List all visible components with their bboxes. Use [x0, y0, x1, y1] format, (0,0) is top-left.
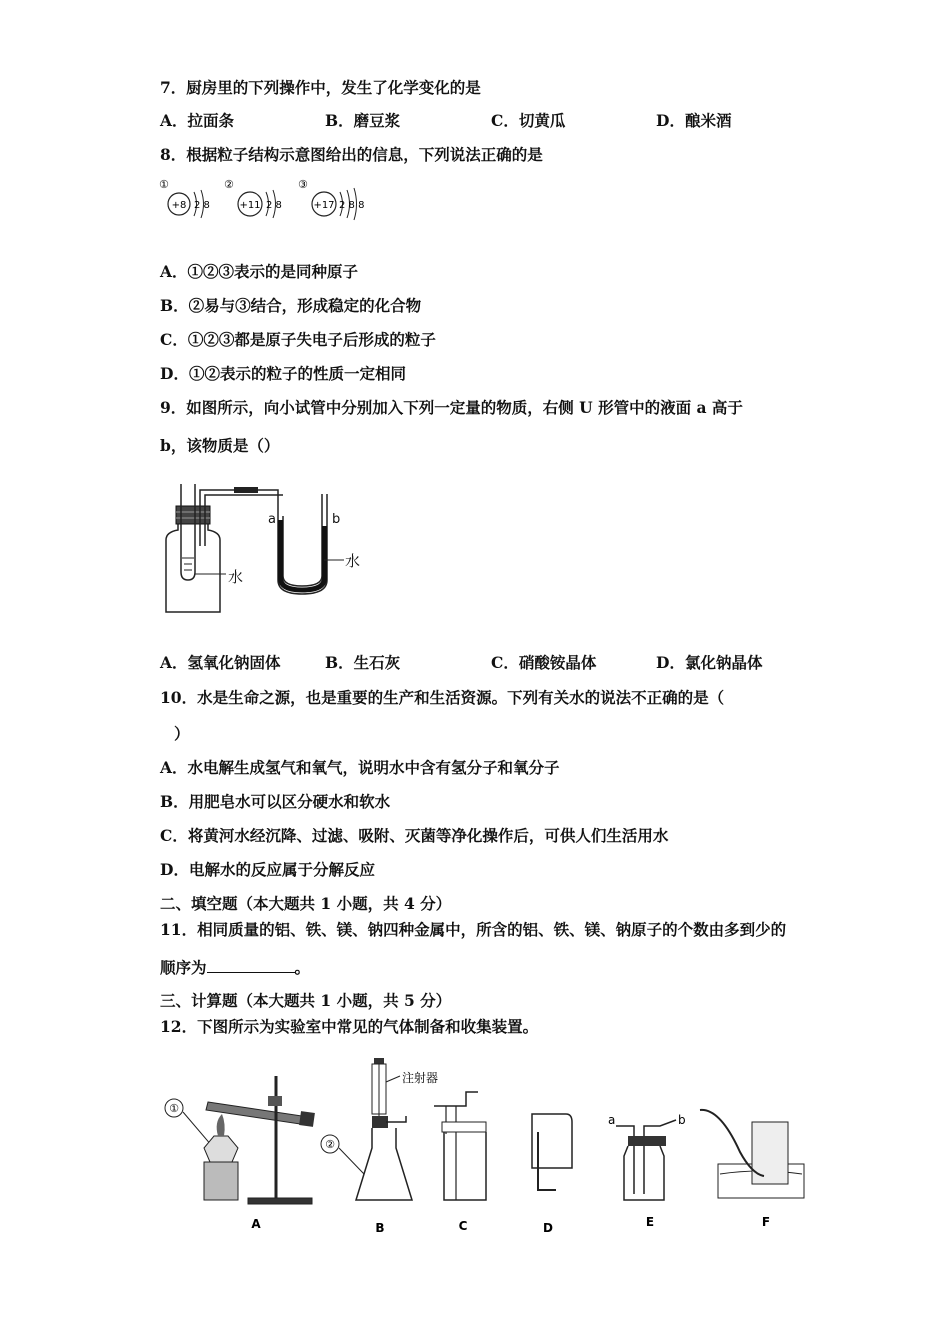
q9-stem-line1: 9．如图所示，向小试管中分别加入下列一定量的物质，右侧 U 形管中的液面 a 高于 [160, 398, 743, 417]
particle-3 [298, 178, 364, 220]
q9-option-c: C．硝酸铵晶体 [491, 653, 597, 672]
u-tube-label-b: b [332, 512, 341, 527]
q8-option-d: D．①②表示的粒子的性质一定相同 [160, 364, 406, 383]
q11-answer-blank[interactable] [207, 958, 295, 973]
apparatus-label-d: D [543, 1221, 553, 1235]
particle-3-index: ③ [298, 178, 308, 191]
particle-structure-diagram [158, 176, 378, 226]
wooden-block [204, 1162, 238, 1200]
section-3-heading: 三、计算题（本大题共 1 小题，共 5 分） [160, 991, 452, 1010]
apparatus-d [532, 1114, 572, 1190]
apparatus-b [321, 1058, 438, 1200]
q8-option-c: C．①②③都是原子失电子后形成的粒子 [160, 330, 436, 349]
apparatus-label-b: B [375, 1221, 385, 1235]
circle-2-label: ② [325, 1138, 335, 1151]
conical-flask [356, 1128, 412, 1200]
u-tube-apparatus-figure [160, 476, 380, 618]
particle-2-shells: 2 8 [266, 200, 282, 211]
q7-option-a: A．拉面条 [160, 111, 235, 130]
particle-2-nucleus: +11 [239, 200, 261, 211]
q10-option-d: D．电解水的反应属于分解反应 [160, 860, 375, 879]
q8-option-b: B．②易与③结合，形成稳定的化合物 [160, 296, 422, 315]
q9-option-a: A．氢氧化钠固体 [160, 653, 281, 672]
apparatus-label-f: F [761, 1215, 771, 1229]
particle-3-shells: 2 8 8 [339, 200, 365, 211]
u-tube [278, 494, 327, 594]
q11-prefix: 顺序为 [160, 958, 207, 977]
bottle-c [444, 1132, 486, 1200]
particle-2 [224, 178, 282, 218]
particle-1-index: ① [159, 178, 169, 191]
particle-1-shells: 2 8 [194, 200, 210, 211]
q11-stem-line2 [160, 958, 310, 978]
syringe-label: 注射器 [402, 1071, 439, 1085]
q10-option-a: A．水电解生成氢气和氧气，说明水中含有氢分子和氧分子 [160, 758, 560, 777]
water-label-right: 水 [345, 552, 361, 570]
q10-stem-line1: 10．水是生命之源，也是重要的生产和生活资源。下列有关水的说法不正确的是（ [160, 688, 725, 707]
q7-stem: 7．厨房里的下列操作中，发生了化学变化的是 [160, 78, 481, 97]
q11-suffix: 。 [294, 958, 311, 977]
delivery-tube [200, 490, 278, 546]
apparatus-label-a: A [251, 1217, 261, 1231]
small-test-tube [181, 484, 195, 580]
apparatus-label-e: E [645, 1215, 655, 1229]
particle-3-nucleus: +17 [313, 200, 335, 211]
apparatus-e [608, 1113, 686, 1200]
q10-stem-line2: ） [174, 724, 190, 743]
q7-option-d: D．酿米酒 [656, 111, 732, 130]
q9-stem-line2: b，该物质是（） [160, 436, 280, 455]
q10-option-c: C．将黄河水经沉降、过滤、吸附、灭菌等净化操作后，可供人们生活用水 [160, 826, 669, 845]
flame [217, 1114, 225, 1136]
q7-option-b: B．磨豆浆 [325, 111, 401, 130]
e-label-a: a [608, 1113, 616, 1127]
circle-1-label: ① [169, 1102, 179, 1115]
gas-apparatus-figure [160, 1052, 810, 1242]
apparatus-label-c: C [458, 1219, 468, 1233]
q11-stem-line1: 11．相同质量的铝、铁、镁、钠四种金属中，所含的铝、铁、镁、钠原子的个数由多到少的 [160, 920, 787, 939]
particle-2-index: ② [224, 178, 234, 191]
water-label-left: 水 [228, 568, 244, 586]
gas-jar [752, 1122, 788, 1184]
wide-mouth-bottle [166, 522, 220, 612]
particle-1-nucleus: +8 [171, 200, 187, 211]
u-tube-label-a: a [268, 512, 276, 527]
apparatus-c [434, 1092, 486, 1200]
q9-option-b: B．生石灰 [325, 653, 401, 672]
q8-option-a: A．①②③表示的是同种原子 [160, 262, 359, 281]
apparatus-a [165, 1076, 315, 1204]
q8-stem: 8．根据粒子结构示意图给出的信息，下列说法正确的是 [160, 145, 543, 164]
q9-option-d: D．氯化钠晶体 [656, 653, 763, 672]
e-label-b: b [678, 1113, 686, 1127]
q7-option-c: C．切黄瓜 [491, 111, 566, 130]
rubber-connector [234, 487, 258, 493]
alcohol-lamp [204, 1136, 238, 1162]
particle-1 [159, 178, 210, 218]
q10-option-b: B．用肥皂水可以区分硬水和软水 [160, 792, 391, 811]
section-2-heading: 二、填空题（本大题共 1 小题，共 4 分） [160, 894, 452, 913]
apparatus-f [700, 1110, 804, 1198]
q12-stem: 12．下图所示为实验室中常见的气体制备和收集装置。 [160, 1017, 539, 1036]
